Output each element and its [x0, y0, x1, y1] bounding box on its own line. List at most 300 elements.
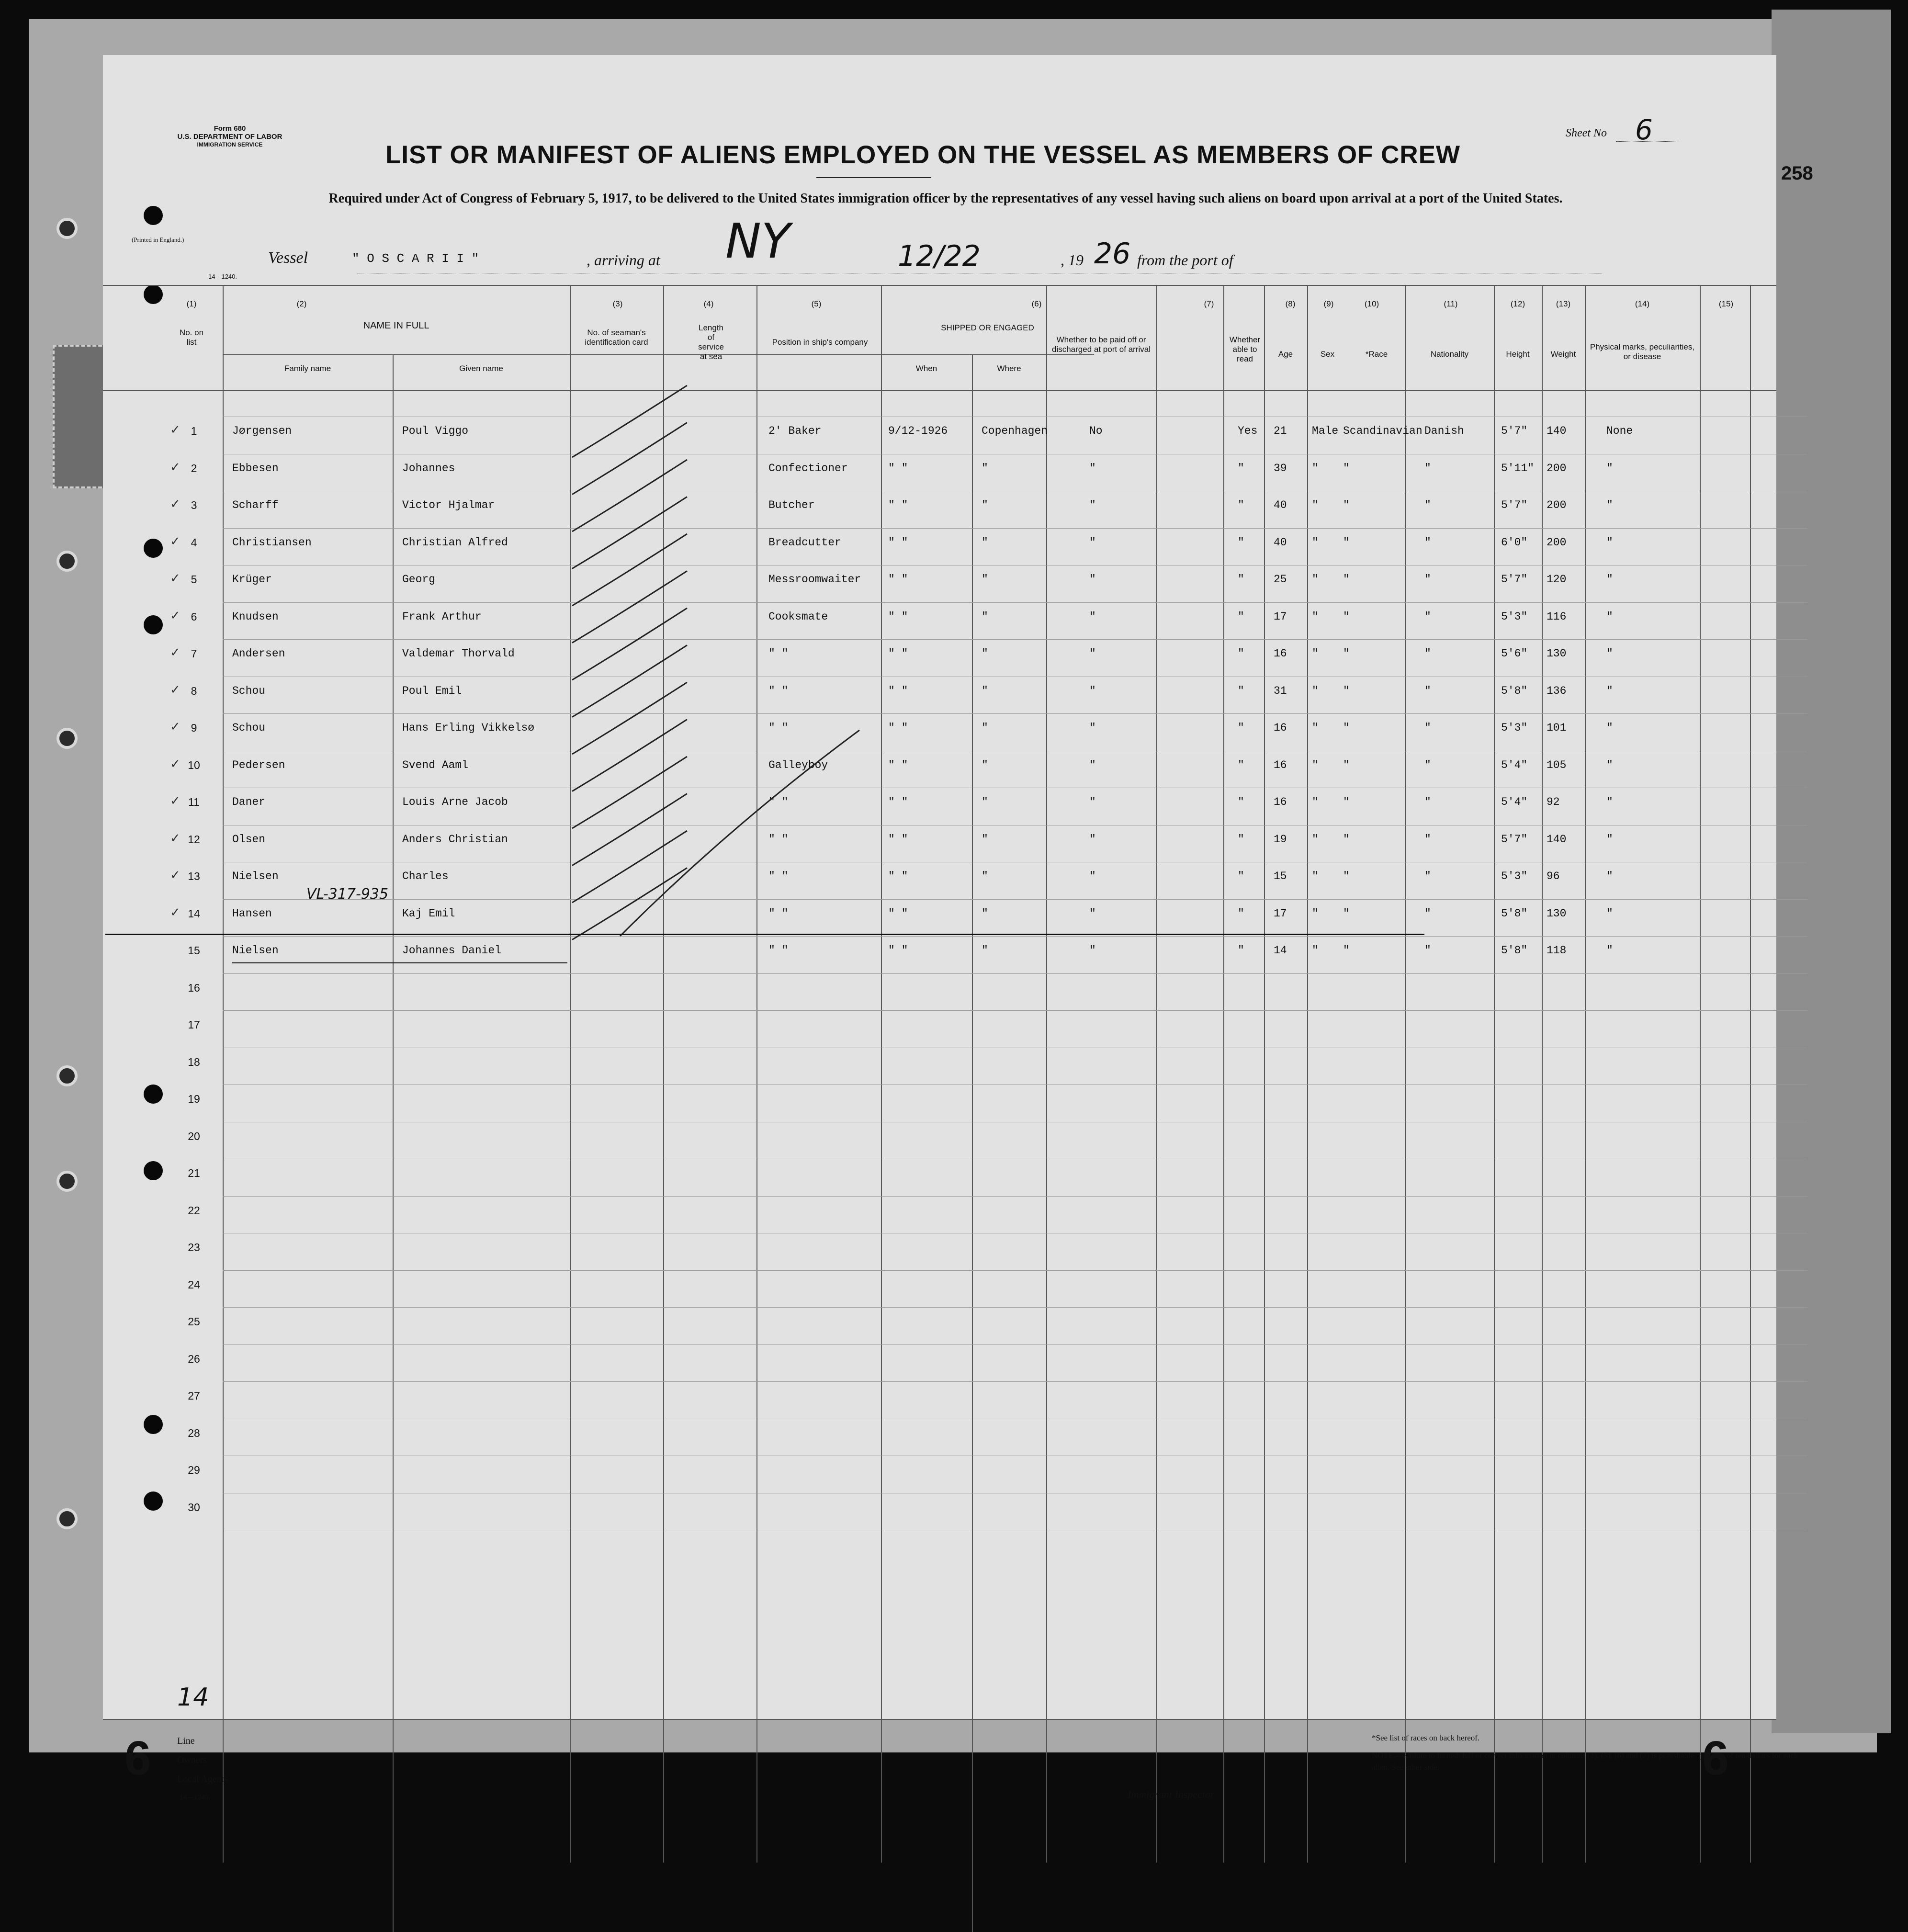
cell-read: " — [1238, 573, 1244, 586]
check-mark-icon: ✓ — [170, 608, 181, 622]
cell-age: 17 — [1274, 610, 1287, 623]
cell-read: " — [1238, 647, 1244, 660]
cell-when: " " — [888, 907, 908, 920]
end-of-list-rule — [105, 934, 1424, 935]
cell-where: " — [982, 647, 988, 660]
col-divider — [1700, 285, 1701, 1863]
cell-sex: " — [1312, 610, 1319, 623]
page-subtitle: Required under Act of Congress of February 5, 1917, to be delivered to the United States immigration officer by the representatives of any vessel having such aliens on board upon arrival at a port of the United States. — [328, 191, 1563, 206]
cell-sex: " — [1312, 499, 1319, 511]
binder-ring — [56, 1065, 78, 1086]
row-number: 3 — [191, 499, 197, 511]
year-prefix: , 19 — [1061, 251, 1084, 269]
id-card-scribbles — [563, 342, 869, 974]
column-number: (3) — [612, 299, 623, 308]
cell-when: " " — [888, 462, 908, 475]
cell-paid: " — [1089, 870, 1096, 882]
cell-weight: 200 — [1547, 499, 1567, 511]
column-number: (12) — [1510, 299, 1525, 308]
cell-race: " — [1343, 944, 1350, 957]
cell-race: " — [1343, 722, 1350, 734]
cell-height: 5'8" — [1501, 944, 1528, 957]
vessel-name: " O S C A R I I " — [352, 251, 479, 266]
cell-paid: " — [1089, 796, 1096, 808]
penalty-note: NOTE.—Failure to furnish full or correct information in columns (2), (5), (6) and (7) is punishable by a fine of ten dollars for each alien. See other side. — [1372, 1751, 1798, 1772]
check-mark-icon: ✓ — [170, 460, 181, 474]
cell-position: " " — [768, 722, 789, 734]
row-number: 4 — [191, 536, 197, 549]
cell-given: Poul Viggo — [402, 425, 469, 437]
cell-age: 40 — [1274, 536, 1287, 549]
cell-when: " " — [888, 647, 908, 660]
cell-paid: " — [1089, 758, 1096, 771]
cell-when: " " — [888, 573, 908, 586]
empty-row-number: 18 — [188, 1055, 200, 1068]
form-number: Form 680 — [214, 124, 246, 133]
column-number: (11) — [1444, 299, 1458, 308]
cell-paid: " — [1089, 536, 1096, 549]
check-mark-icon: ✓ — [170, 831, 181, 845]
column-number: (9) — [1323, 299, 1334, 308]
column-number: (6) — [1031, 299, 1042, 308]
cell-marks: " — [1606, 610, 1613, 623]
header-able-read: Whether able to read — [1229, 335, 1261, 363]
cell-where: Copenhagen — [982, 425, 1048, 437]
cell-read: " — [1238, 462, 1244, 475]
cell-where: " — [982, 870, 988, 882]
cell-read: " — [1238, 722, 1244, 734]
cell-race: " — [1343, 796, 1350, 808]
cell-where: " — [982, 499, 988, 511]
cell-age: 31 — [1274, 684, 1287, 697]
cell-age: 16 — [1274, 722, 1287, 734]
department-label: U.S. DEPARTMENT OF LABOR — [177, 133, 282, 141]
cell-age: 16 — [1274, 796, 1287, 808]
cell-weight: 136 — [1547, 684, 1567, 697]
cell-when: " " — [888, 684, 908, 697]
check-mark-icon: ✓ — [170, 682, 181, 697]
cell-where: " — [982, 758, 988, 771]
punch-hole — [144, 1415, 163, 1434]
printed-note: (Printed in England.) — [132, 236, 184, 243]
cell-nationality: " — [1424, 647, 1431, 660]
row-rule — [223, 528, 1807, 529]
cell-when: 9/12-1926 — [888, 425, 948, 437]
check-mark-icon: ✓ — [170, 720, 181, 734]
column-number: (1) — [186, 299, 197, 308]
col-divider — [881, 285, 882, 1863]
punch-hole — [144, 285, 163, 304]
handwritten-total: 14 — [177, 1683, 209, 1712]
cell-nationality: " — [1424, 944, 1431, 957]
cell-when: " " — [888, 833, 908, 846]
row-number: 10 — [188, 758, 200, 771]
cell-race: " — [1343, 833, 1350, 846]
pen-stroke — [572, 608, 687, 680]
row-rule — [223, 1381, 1807, 1382]
big-number-right: 6 — [1702, 1731, 1729, 1785]
cell-nationality: " — [1424, 573, 1431, 586]
cell-height: 5'7" — [1501, 425, 1528, 437]
col-divider — [1405, 285, 1406, 1863]
cell-position: Cooksmate — [768, 610, 828, 623]
header-sex: Sex — [1320, 350, 1335, 359]
cell-when: " " — [888, 796, 908, 808]
vessel-label: Vessel — [268, 249, 308, 267]
form-code-bottom: 14—1240. — [180, 1793, 211, 1801]
row-rule — [223, 1010, 1807, 1011]
col-divider — [1585, 285, 1586, 1863]
binder-ring — [56, 1171, 78, 1192]
check-mark-icon: ✓ — [170, 794, 181, 808]
sheet-number: 6 — [1635, 113, 1653, 146]
service-label: IMMIGRATION SERVICE — [197, 141, 263, 148]
row-rule — [223, 899, 1807, 900]
cell-where: " — [982, 536, 988, 549]
cell-sex: " — [1312, 536, 1319, 549]
col-divider — [1494, 285, 1495, 1863]
column-number: (7) — [1204, 299, 1214, 308]
row-number: 2 — [191, 462, 197, 475]
row-rule — [223, 713, 1807, 714]
row-rule — [223, 936, 1807, 937]
cell-weight: 118 — [1547, 944, 1567, 957]
cell-nationality: " — [1424, 907, 1431, 920]
empty-row-number: 28 — [188, 1426, 200, 1439]
cell-given: Anders Christian — [402, 833, 508, 846]
cell-sex: " — [1312, 907, 1319, 920]
cell-marks: " — [1606, 758, 1613, 771]
column-number: (8) — [1285, 299, 1296, 308]
punch-hole — [144, 1161, 163, 1180]
cell-where: " — [982, 944, 988, 957]
cell-sex: " — [1312, 462, 1319, 475]
arrival-date-handwritten: 12/22 — [898, 239, 981, 273]
strikethrough-row-15 — [232, 962, 567, 963]
cell-race: " — [1343, 499, 1350, 511]
cell-age: 25 — [1274, 573, 1287, 586]
cell-race: " — [1343, 870, 1350, 882]
col-divider — [1750, 285, 1751, 1863]
cell-given: Johannes Daniel — [402, 944, 502, 957]
row-number: 8 — [191, 684, 197, 697]
margin-number-top: 258 — [1781, 163, 1813, 184]
cell-sex: " — [1312, 573, 1319, 586]
cell-given: Johannes — [402, 462, 455, 475]
binder-ring — [56, 551, 78, 572]
header-where: Where — [997, 364, 1021, 373]
cell-given: Valdemar Thorvald — [402, 647, 515, 660]
cell-given: Louis Arne Jacob — [402, 796, 508, 808]
empty-row-number: 24 — [188, 1278, 200, 1291]
cell-age: 40 — [1274, 499, 1287, 511]
cell-position: 2' Baker — [768, 425, 822, 437]
punch-hole — [144, 615, 163, 634]
pen-stroke — [572, 720, 687, 791]
check-mark-icon: ✓ — [170, 757, 181, 771]
header-length-service: Length of service at sea — [698, 323, 724, 361]
cell-when: " " — [888, 722, 908, 734]
col-divider — [393, 354, 394, 1932]
inspector-label: Immigrant Inspector — [1128, 1788, 1215, 1800]
cell-where: " — [982, 573, 988, 586]
cell-weight: 105 — [1547, 758, 1567, 771]
cell-nationality: Danish — [1424, 425, 1464, 437]
header-physical: Physical marks, peculiarities, or disease — [1590, 342, 1695, 361]
cell-age: 21 — [1274, 425, 1287, 437]
cell-position: " " — [768, 647, 789, 660]
cell-when: " " — [888, 610, 908, 623]
cell-when: " " — [888, 758, 908, 771]
cell-race: " — [1343, 610, 1350, 623]
cell-where: " — [982, 907, 988, 920]
cell-sex: " — [1312, 758, 1319, 771]
cell-height: 5'4" — [1501, 758, 1528, 771]
cell-sex: " — [1312, 684, 1319, 697]
cell-read: " — [1238, 833, 1244, 846]
row-rule — [223, 602, 1807, 603]
pen-stroke — [572, 645, 687, 717]
cell-position: Messroomwaiter — [768, 573, 861, 586]
cell-marks: " — [1606, 944, 1613, 957]
cell-family: Hansen — [232, 907, 272, 920]
cell-when: " " — [888, 499, 908, 511]
agents-label: Local Agents — [177, 1774, 228, 1785]
cell-weight: 200 — [1547, 536, 1567, 549]
header-when: When — [915, 364, 937, 373]
cell-height: 5'7" — [1501, 499, 1528, 511]
row-number: 7 — [191, 647, 197, 660]
row-rule — [223, 1344, 1807, 1345]
cell-family: Schou — [232, 722, 266, 734]
cell-weight: 101 — [1547, 722, 1567, 734]
cell-race: " — [1343, 758, 1350, 771]
cell-height: 5'4" — [1501, 796, 1528, 808]
cell-sex: Male — [1312, 425, 1339, 437]
cell-weight: 92 — [1547, 796, 1560, 808]
cell-where: " — [982, 462, 988, 475]
cell-marks: " — [1606, 573, 1613, 586]
row-rule — [223, 1270, 1807, 1271]
cell-position: " " — [768, 870, 789, 882]
cell-weight: 130 — [1547, 647, 1567, 660]
pen-stroke — [572, 497, 687, 569]
cell-paid: No — [1089, 425, 1103, 437]
cell-age: 39 — [1274, 462, 1287, 475]
background-sheet-edge — [1772, 10, 1891, 1733]
cell-given: Hans Erling Vikkelsø — [402, 722, 535, 734]
cell-sex: " — [1312, 870, 1319, 882]
punch-hole — [144, 206, 163, 225]
column-number: (14) — [1635, 299, 1650, 308]
cell-paid: " — [1089, 684, 1096, 697]
cell-age: 14 — [1274, 944, 1287, 957]
binder-ring — [56, 218, 78, 239]
cell-family: Scharff — [232, 499, 279, 511]
header-rule-bottom — [103, 390, 1776, 391]
cell-read: " — [1238, 499, 1244, 511]
line-label: Line — [177, 1736, 195, 1746]
cell-family: Ebbesen — [232, 462, 279, 475]
owners-label: Owners — [177, 1755, 207, 1765]
cell-race: " — [1343, 462, 1350, 475]
row-number: 14 — [188, 907, 200, 920]
cell-family: Nielsen — [232, 870, 279, 882]
row-number: 5 — [191, 573, 197, 586]
cell-read: " — [1238, 907, 1244, 920]
cell-paid: " — [1089, 610, 1096, 623]
pen-stroke — [572, 757, 687, 828]
header-rule-shipped — [881, 354, 1094, 355]
header-position: Position in ship's company — [772, 338, 868, 347]
row-number: 9 — [191, 722, 197, 734]
punch-hole — [144, 539, 163, 558]
cell-height: 5'3" — [1501, 610, 1528, 623]
cell-marks: " — [1606, 907, 1613, 920]
cell-age: 16 — [1274, 758, 1287, 771]
punch-hole — [144, 1085, 163, 1104]
cell-where: " — [982, 722, 988, 734]
check-mark-icon: ✓ — [170, 423, 181, 437]
row-number: 1 — [191, 425, 197, 437]
cell-read: " — [1238, 536, 1244, 549]
header-name-in-full: NAME IN FULL — [363, 320, 429, 331]
column-number: (4) — [703, 299, 714, 308]
header-race: *Race — [1365, 350, 1388, 359]
cell-read: " — [1238, 870, 1244, 882]
col-divider — [1542, 285, 1543, 1863]
cell-height: 5'6" — [1501, 647, 1528, 660]
pen-stroke — [572, 868, 687, 940]
row-number: 15 — [188, 944, 200, 957]
header-weight: Weight — [1550, 350, 1576, 359]
cell-given: Georg — [402, 573, 436, 586]
header-paid-off: Whether to be paid off or discharged at port of arrival — [1052, 335, 1151, 354]
empty-row-number: 20 — [188, 1130, 200, 1142]
cell-sex: " — [1312, 796, 1319, 808]
cell-family: Christiansen — [232, 536, 312, 549]
cell-nationality: " — [1424, 499, 1431, 511]
cell-race: " — [1343, 684, 1350, 697]
cell-sex: " — [1312, 647, 1319, 660]
cell-weight: 96 — [1547, 870, 1560, 882]
cell-height: 5'8" — [1501, 684, 1528, 697]
cell-where: " — [982, 796, 988, 808]
cell-height: 5'3" — [1501, 722, 1528, 734]
header-id-card: No. of seaman's identification card — [585, 328, 648, 347]
check-mark-icon: ✓ — [170, 534, 181, 548]
cell-marks: " — [1606, 536, 1613, 549]
form-code-top: 14—1240. — [208, 273, 237, 280]
arriving-label: , arriving at — [587, 251, 660, 269]
header-no-on-list: No. on list — [179, 328, 204, 347]
empty-row-number: 19 — [188, 1093, 200, 1105]
cell-paid: " — [1089, 722, 1096, 734]
cell-nationality: " — [1424, 758, 1431, 771]
cell-race: " — [1343, 536, 1350, 549]
pen-stroke — [572, 794, 687, 866]
row-number: 13 — [188, 870, 200, 882]
cell-position: " " — [768, 796, 789, 808]
cell-race: " — [1343, 573, 1350, 586]
cell-height: 5'7" — [1501, 833, 1528, 846]
cell-weight: 116 — [1547, 610, 1567, 623]
row-rule — [223, 1196, 1807, 1197]
cell-position: " " — [768, 944, 789, 957]
pen-stroke — [572, 460, 687, 531]
cell-where: " — [982, 684, 988, 697]
cell-height: 5'7" — [1501, 573, 1528, 586]
cell-family: Nielsen — [232, 944, 279, 957]
cell-position: Galleyboy — [768, 758, 828, 771]
column-number: (2) — [296, 299, 307, 308]
cell-family: Pedersen — [232, 758, 285, 771]
cell-position: Butcher — [768, 499, 815, 511]
cell-given: Frank Arthur — [402, 610, 482, 623]
cell-family: Daner — [232, 796, 266, 808]
header-rule-top — [103, 285, 1776, 286]
cell-nationality: " — [1424, 462, 1431, 475]
cell-position: Confectioner — [768, 462, 848, 475]
footer-rule — [103, 1719, 1776, 1720]
races-note: *See list of races on back hereof. — [1372, 1733, 1480, 1742]
big-number-left: 6 — [124, 1731, 151, 1785]
column-number: (13) — [1556, 299, 1571, 308]
cell-read: " — [1238, 610, 1244, 623]
year-handwritten: 26 — [1094, 237, 1131, 271]
cell-when: " " — [888, 870, 908, 882]
cell-height: 6'0" — [1501, 536, 1528, 549]
col-divider — [972, 354, 973, 1932]
cell-age: 17 — [1274, 907, 1287, 920]
header-nationality: Nationality — [1430, 350, 1469, 359]
empty-row-number: 22 — [188, 1204, 200, 1217]
cell-marks: " — [1606, 499, 1613, 511]
cell-marks: " — [1606, 647, 1613, 660]
cell-sex: " — [1312, 833, 1319, 846]
cell-marks: " — [1606, 796, 1613, 808]
cell-nationality: " — [1424, 684, 1431, 697]
cell-family: Schou — [232, 684, 266, 697]
row-rule — [223, 1307, 1807, 1308]
cell-nationality: " — [1424, 722, 1431, 734]
binder-ring — [56, 1508, 78, 1529]
cell-paid: " — [1089, 907, 1096, 920]
cell-race: " — [1343, 647, 1350, 660]
cell-family: Krüger — [232, 573, 272, 586]
empty-row-number: 23 — [188, 1241, 200, 1254]
cell-age: 15 — [1274, 870, 1287, 882]
header-age: Age — [1278, 350, 1293, 359]
binder-ring — [56, 728, 78, 749]
row-rule — [223, 973, 1807, 974]
pen-stroke — [572, 534, 687, 606]
empty-row-number: 17 — [188, 1018, 200, 1031]
cell-nationality: " — [1424, 833, 1431, 846]
pen-stroke — [572, 423, 687, 495]
cell-weight: 200 — [1547, 462, 1567, 475]
cell-nationality: " — [1424, 796, 1431, 808]
cell-position: " " — [768, 907, 789, 920]
cell-marks: " — [1606, 833, 1613, 846]
form-header — [172, 124, 287, 149]
cell-given: Charles — [402, 870, 449, 882]
row-number: 12 — [188, 833, 200, 846]
cell-nationality: " — [1424, 536, 1431, 549]
cell-paid: " — [1089, 499, 1096, 511]
cell-paid: " — [1089, 462, 1096, 475]
cell-sex: " — [1312, 722, 1319, 734]
